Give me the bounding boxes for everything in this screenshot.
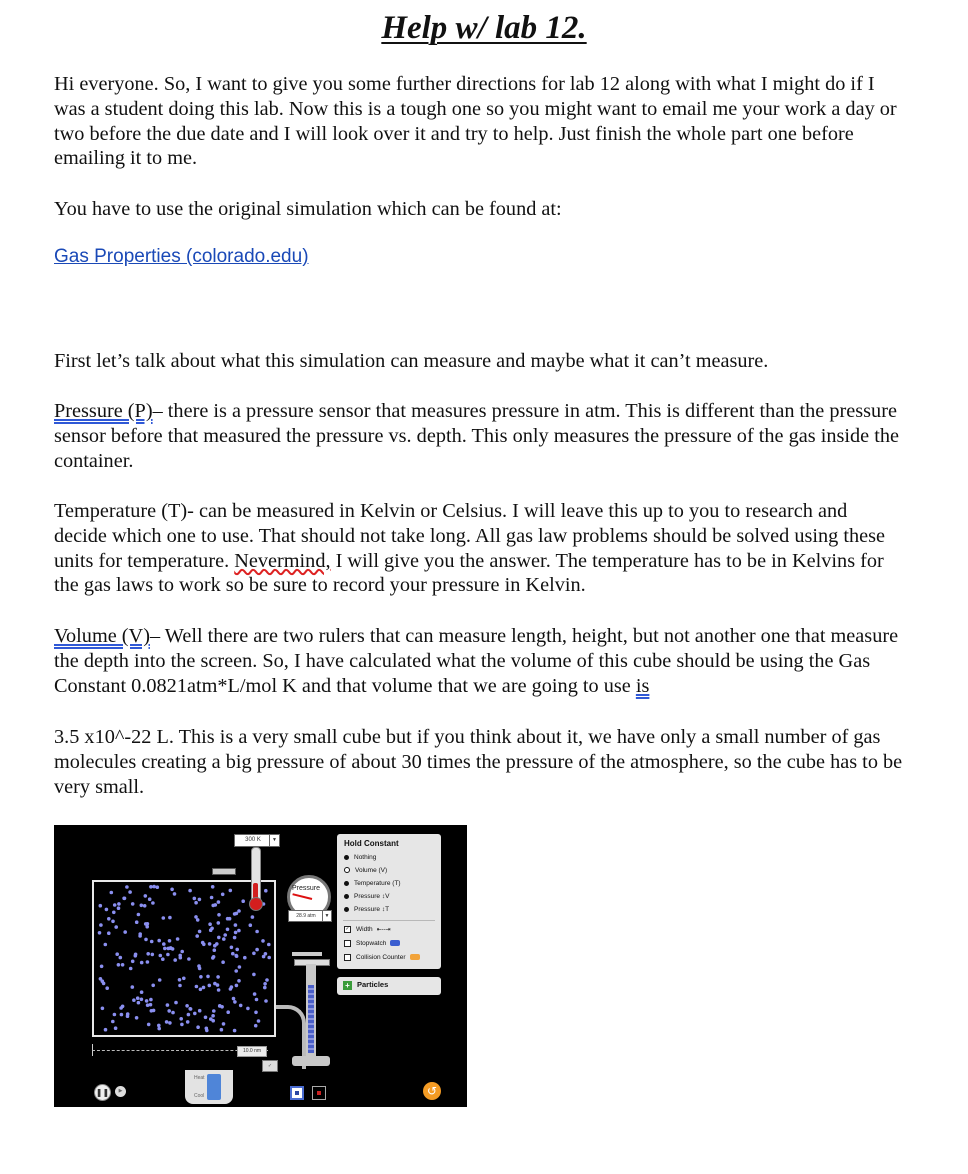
pressure-term: Pressure (P) [54, 400, 153, 422]
temperature-text-2: I will give you the answer. The temperature has to be in Kelvins for the gas laws to work so be sure to record your pressure in Kelvin. [54, 549, 884, 597]
gas-particle [217, 900, 221, 904]
gas-particle [111, 1020, 115, 1024]
gas-particle [246, 1007, 250, 1011]
hold-option-pressure-v[interactable]: Pressure ↕V [344, 891, 389, 902]
nevermind-word: Nevermind, [234, 549, 331, 572]
gas-particle [235, 984, 239, 988]
gas-particle [122, 897, 126, 901]
gas-particle [162, 916, 166, 920]
gas-particle [146, 960, 150, 964]
gas-particle [208, 922, 212, 926]
gas-particle [194, 901, 198, 905]
gas-particle [169, 946, 173, 950]
collision-counter-checkbox[interactable]: Collision Counter [344, 952, 420, 963]
gas-particle [211, 956, 215, 960]
gas-particle [113, 903, 117, 907]
gas-particle [152, 885, 156, 889]
gas-particle [107, 917, 111, 921]
pressure-paragraph [54, 399, 904, 473]
volume-is-word: is [635, 674, 650, 697]
gas-particle [253, 992, 257, 996]
gas-particle [229, 889, 233, 893]
volume-text: – Well there are two rulers that can measure length, height, but not another one that measure the depth into the screen. So, I have calculated what the volume of this cube should be using the Gas Constant 0.0821atm*L/mol K and that volume that we are going to use [54, 625, 899, 697]
gas-particle [195, 985, 199, 989]
gas-particle [148, 897, 152, 901]
gas-particle [138, 934, 142, 938]
gas-particle [223, 933, 227, 937]
pressure-unit-dropdown-icon: ▼ [322, 911, 331, 921]
gas-particle [149, 885, 153, 889]
temperature-readout[interactable]: 300 K ▼ [234, 834, 280, 847]
particles-label: Particles [357, 980, 389, 989]
gas-particle [114, 925, 118, 929]
gas-particle [257, 1019, 261, 1023]
radio-selected-icon [344, 867, 350, 873]
gas-particle [211, 1019, 215, 1023]
gas-particle [199, 975, 203, 979]
gas-particle [132, 998, 136, 1002]
gas-particle [252, 952, 256, 956]
erase-particles-icon[interactable]: ✓ [262, 1060, 278, 1072]
gas-particle [105, 908, 109, 912]
gas-particle [235, 954, 239, 958]
gas-particle [137, 1001, 141, 1005]
gas-particle [222, 1022, 226, 1026]
gas-particle [221, 960, 225, 964]
gas-particle [117, 906, 121, 910]
temperature-paragraph [54, 499, 904, 598]
gas-particle [194, 915, 198, 919]
gas-particle [157, 1024, 161, 1028]
gas-particle [243, 956, 247, 960]
gas-particle [198, 930, 202, 934]
gas-particle [149, 998, 153, 1002]
pressure-gauge-label: Pressure [292, 885, 321, 892]
particles-panel[interactable] [337, 977, 441, 995]
gas-particle [182, 977, 186, 981]
gas-particle [126, 1014, 130, 1018]
gas-particle [99, 904, 103, 908]
gas-particle [210, 927, 214, 931]
gas-particle [237, 979, 241, 983]
gas-particle [199, 988, 203, 992]
reset-all-button[interactable]: ↺ [423, 1082, 441, 1100]
gas-particle [187, 1013, 191, 1017]
gas-particle [233, 1029, 237, 1033]
gas-particle [178, 984, 182, 988]
temperature-unit-dropdown-icon: ▼ [269, 835, 279, 846]
hold-option-temperature[interactable]: Temperature (T) [344, 878, 401, 889]
gas-particle [144, 938, 148, 942]
gas-particle [152, 1009, 156, 1013]
gas-particle [120, 1013, 124, 1017]
stopwatch-icon [390, 940, 400, 946]
gas-particle [239, 1004, 243, 1008]
gas-particle [119, 956, 123, 960]
gas-particle [104, 943, 108, 947]
gas-particle [170, 888, 174, 892]
gas-particle [131, 960, 135, 964]
gas-particle [217, 988, 221, 992]
gas-particle [205, 1027, 209, 1031]
gas-particle [171, 1011, 175, 1015]
gas-particle [252, 973, 256, 977]
gas-particle [264, 999, 268, 1003]
gas-particle [233, 936, 237, 940]
pump-base [292, 1056, 330, 1066]
gas-particle [176, 937, 180, 941]
gas-particle [208, 942, 212, 946]
gas-particle [198, 898, 202, 902]
gas-particle [255, 948, 259, 952]
gas-particle [167, 1009, 171, 1013]
gas-particle [168, 916, 172, 920]
gas-particle [166, 953, 170, 957]
gas-particle [255, 998, 259, 1002]
gas-particle [147, 1023, 151, 1027]
gas-particle [174, 1001, 178, 1005]
gas-particle [220, 1028, 224, 1032]
gas-particle [210, 896, 214, 900]
gas-particle [151, 984, 155, 988]
step-button[interactable]: ▶ [115, 1086, 126, 1097]
gas-particle [179, 1017, 183, 1021]
gas-particle [193, 897, 197, 901]
gas-particle [216, 975, 220, 979]
gas-particle [231, 952, 235, 956]
gas-particle [179, 956, 183, 960]
gas-particle [136, 996, 140, 1000]
page-title: Help w/ lab 12. [381, 10, 587, 46]
gas-particle [234, 923, 238, 927]
gas-particle [107, 931, 111, 935]
gas-particle [140, 998, 144, 1002]
gas-particle [202, 986, 206, 990]
gas-particle [234, 969, 238, 973]
view-option-dot-icon [295, 1091, 299, 1095]
gas-particle [263, 982, 267, 986]
gas-particle [140, 961, 144, 965]
width-ruler-tick [92, 1044, 93, 1056]
gas-particle [180, 950, 184, 954]
gas-particle [230, 946, 234, 950]
gas-particle [159, 954, 163, 958]
gas-particle [128, 890, 132, 894]
gas-particle [111, 920, 115, 924]
gas-particle [113, 1013, 117, 1017]
gas-particles [94, 882, 274, 1035]
width-readout: 10.0 nm [237, 1046, 267, 1057]
gas-particle [135, 920, 139, 924]
gas-particle [135, 1016, 139, 1020]
gas-particle [206, 975, 210, 979]
gas-particle [157, 939, 161, 943]
gas-particle [134, 954, 138, 958]
stopwatch-checkbox[interactable]: Stopwatch [344, 938, 400, 949]
gas-particle [104, 1028, 108, 1032]
hold-option-nothing[interactable]: Nothing [344, 852, 376, 863]
pressure-readout[interactable]: 28.9 atm ▼ [288, 910, 332, 922]
gas-particle [112, 911, 116, 915]
gas-particle [198, 967, 202, 971]
gas-particle [220, 1005, 224, 1009]
gas-particle [161, 957, 165, 961]
gas-particle [195, 934, 199, 938]
gas-particle [226, 1010, 230, 1014]
pressure-text: – there is a pressure sensor that measures pressure in atm. This is different than the pressure sensor before that measured the pressure vs. depth. This only measures the pressure of the gas inside the container. [54, 400, 900, 472]
gas-particle [145, 999, 149, 1003]
hold-option-pressure-t[interactable]: Pressure ↕T [344, 904, 389, 915]
radio-icon [344, 907, 349, 912]
gas-particle [101, 1007, 105, 1011]
pause-button[interactable]: ❚❚ [94, 1084, 111, 1101]
temperature-text-1: Temperature (T)- can be measured in Kelvin or Celsius. I will leave this up to you to research and decide which one to use. That should not take long. All gas law problems should be solved using these units for temperature. [54, 500, 886, 572]
gas-particle [221, 893, 225, 897]
gas-particle [99, 923, 103, 927]
gas-particle [237, 929, 241, 933]
gas-particle [208, 984, 212, 988]
checkbox-icon [344, 954, 351, 961]
gas-particle [102, 982, 106, 986]
width-checkbox[interactable]: ✓ Width ⇤--⇥ [345, 925, 391, 933]
gas-particle [151, 953, 155, 957]
gas-particle [211, 885, 215, 889]
gas-particle [211, 904, 215, 908]
gas-particle [216, 983, 220, 987]
gas-particle [150, 940, 154, 944]
gas-particle [186, 1020, 190, 1024]
gas-particle [121, 1005, 125, 1009]
intro-paragraph: Hi everyone. So, I want to give you some further directions for lab 12 along with what I might do if I was a student doing this lab. Now this is a tough one so you might want to email me your work a day or two before the due date and I will look over it and try to help. Just finish the whole part one before emailing it to me. [54, 73, 897, 170]
gas-particle [144, 894, 148, 898]
width-arrows-icon: ⇤--⇥ [376, 927, 391, 933]
gas-particle [234, 931, 238, 935]
gas-particle [143, 904, 147, 908]
gas-particle [202, 943, 206, 947]
gas-particle [173, 958, 177, 962]
view-option-red-icon [317, 1091, 321, 1095]
gas-particle [162, 942, 166, 946]
gas-particle [129, 967, 133, 971]
checkbox-icon [344, 940, 351, 947]
gas-particle [180, 1023, 184, 1027]
collision-counter-icon [410, 954, 420, 960]
radio-icon [344, 894, 349, 899]
gas-particle [226, 928, 230, 932]
gas-particle [230, 985, 234, 989]
gas-particle [185, 1004, 189, 1008]
gas-particle [146, 952, 150, 956]
gas-particle [98, 931, 102, 935]
gas-particle [131, 902, 135, 906]
gas-particle [233, 1000, 237, 1004]
pump-top [292, 952, 322, 956]
checkbox-checked-icon: ✓ [345, 925, 350, 932]
gas-particle [157, 1027, 161, 1031]
gas-properties-simulation-screenshot [54, 825, 467, 1107]
gas-particle [228, 917, 232, 921]
gas-particle [178, 978, 182, 982]
measure-intro: First let’s talk about what this simulation can measure and maybe what it can’t measure. [54, 350, 769, 372]
gas-particle [151, 901, 155, 905]
cool-label: Cool [194, 1093, 205, 1099]
gas-particle [261, 939, 265, 943]
gas-particle [232, 997, 236, 1001]
container-lid-handle[interactable] [212, 868, 236, 875]
gas-particle [140, 990, 144, 994]
gas-particle [198, 1009, 202, 1013]
simulation-intro: You have to use the original simulation which can be found at: [54, 198, 562, 220]
gas-particle [187, 957, 191, 961]
gas-particle [166, 1003, 170, 1007]
volume-term: Volume (V) [54, 625, 150, 647]
gas-particle [137, 913, 141, 917]
gas-particle [173, 892, 177, 896]
gas-particle [267, 956, 271, 960]
gas-particle [254, 1011, 258, 1015]
gas-particle [204, 1016, 208, 1020]
hold-constant-title: Hold Constant [344, 839, 399, 848]
heat-label: Heat [194, 1075, 205, 1081]
radio-icon [344, 855, 349, 860]
gas-particle [156, 885, 160, 889]
gas-particle [217, 936, 221, 940]
hold-option-volume[interactable]: Volume (V) [344, 865, 387, 876]
gas-particle [238, 965, 242, 969]
gas-particle [123, 930, 127, 934]
gas-particle [117, 902, 121, 906]
gas-particle [165, 1020, 169, 1024]
gas-particle [125, 885, 129, 889]
gas-particle [264, 889, 268, 893]
gas-particle [100, 965, 104, 969]
gas-particle [117, 963, 121, 967]
radio-icon [344, 881, 349, 886]
gas-particle [189, 1007, 193, 1011]
heat-cool-slider[interactable] [207, 1074, 221, 1100]
gas-particle [168, 1021, 172, 1025]
gas-particle [262, 955, 266, 959]
gas-particle [251, 915, 255, 919]
gas-particle [235, 912, 239, 916]
gas-properties-link[interactable]: Gas Properties (colorado.edu) [54, 246, 309, 267]
thermometer-bulb [249, 897, 263, 911]
gas-particle [105, 986, 109, 990]
pump-gauge-stripe [308, 985, 314, 1053]
gas-particle [121, 963, 125, 967]
gas-particle [114, 1026, 118, 1030]
gas-particle [265, 978, 269, 982]
gas-particle [131, 985, 135, 989]
gas-particle [110, 891, 114, 895]
gas-particle [254, 1024, 258, 1028]
gas-particle [163, 947, 167, 951]
gas-particle [115, 952, 119, 956]
gas-particle [144, 922, 148, 926]
panel-divider [343, 920, 435, 921]
gas-particle [217, 921, 221, 925]
gas-particle [140, 904, 144, 908]
gas-particle [193, 1012, 197, 1016]
gas-particle [263, 986, 267, 990]
gas-particle [212, 1009, 216, 1013]
gas-particle [249, 923, 253, 927]
gas-particle [213, 948, 217, 952]
gas-particle [158, 978, 162, 982]
gas-particle [217, 913, 221, 917]
gas-particle [255, 930, 259, 934]
gas-particle [241, 899, 245, 903]
gas-particle [188, 889, 192, 893]
gas-particle [222, 937, 226, 941]
volume-value-paragraph: 3.5 x10^-22 L. This is a very small cube but if you think about it, we have only a small number of gas molecules creating a big pressure of about 30 times the pressure of the atmosphere, so the cube has to be very small. [54, 726, 903, 798]
gas-particle [213, 944, 217, 948]
expand-plus-icon[interactable]: + [343, 981, 352, 990]
volume-paragraph [54, 624, 904, 698]
gas-particle [146, 1003, 150, 1007]
gas-particle [235, 948, 239, 952]
gas-particle [168, 939, 172, 943]
gas-particle [196, 1025, 200, 1029]
hold-constant-panel [337, 834, 441, 969]
gas-particle [267, 943, 271, 947]
gas-particle [211, 1014, 215, 1018]
